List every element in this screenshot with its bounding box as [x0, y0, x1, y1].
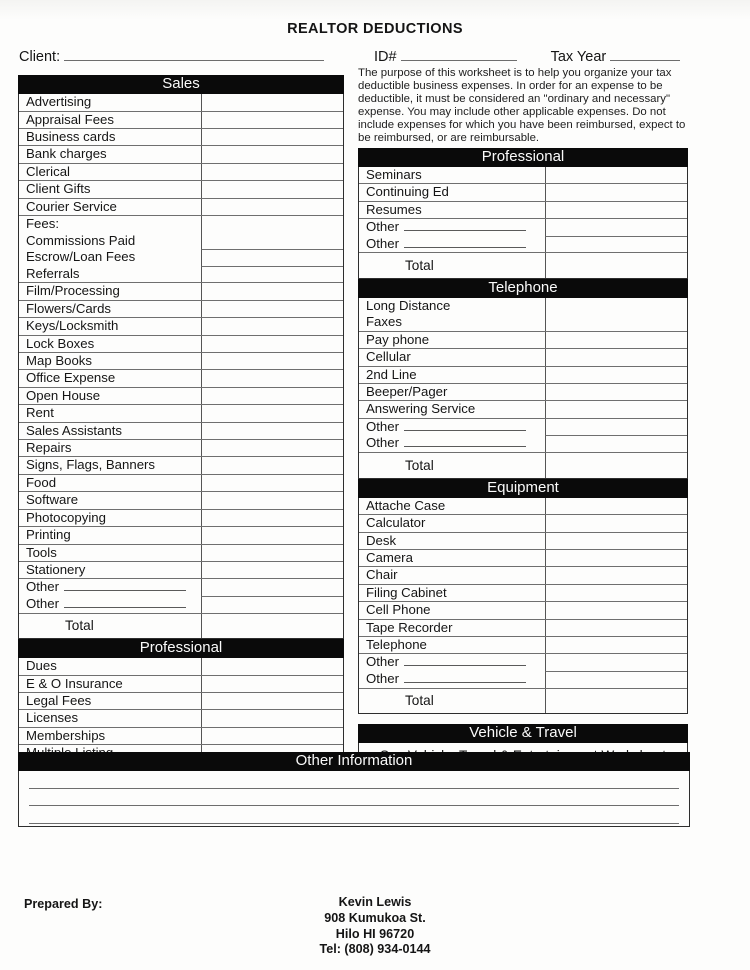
amount-cell [201, 440, 343, 456]
expense-label: Keys/Locksmith [26, 318, 119, 334]
expense-label: Desk [366, 532, 397, 548]
expense-row [19, 491, 343, 508]
amount-cell [545, 202, 687, 218]
expense-row [359, 532, 687, 549]
amount-cell [201, 405, 343, 421]
amount-cell-stack [201, 579, 343, 612]
preparer-street: 908 Kumukoa St. [324, 910, 426, 925]
expense-label: Answering Service [366, 401, 476, 417]
amount-cell [201, 562, 343, 578]
section-table-sales [18, 94, 344, 639]
amount-cell [545, 533, 687, 549]
preparer-name: Kevin Lewis [338, 895, 412, 909]
expense-label: Calculator [366, 515, 426, 531]
expense-row [19, 526, 343, 543]
amount-cell [545, 236, 687, 253]
expense-label-group [359, 298, 545, 331]
amount-cell [201, 249, 343, 266]
amount-cell [201, 693, 343, 709]
expense-label: Telephone [366, 637, 427, 652]
expense-row [19, 422, 343, 439]
expense-label: Chair [366, 567, 398, 583]
expense-label: Continuing Ed [366, 184, 449, 200]
other-write-in: Other [366, 236, 545, 253]
other-write-in: Other [26, 579, 201, 596]
write-in-blank [404, 219, 526, 231]
amount-cell [201, 181, 343, 197]
amount-cell [201, 129, 343, 145]
expense-label: Attache Case [366, 497, 446, 513]
expense-row [19, 578, 343, 612]
amount-cell [201, 545, 343, 561]
expense-row [359, 452, 687, 478]
page-title: REALTOR DEDUCTIONS [287, 21, 463, 37]
total-label: Total [65, 618, 94, 634]
amount-cell-stack [545, 654, 687, 687]
expense-row [19, 352, 343, 369]
amount-cell [545, 298, 687, 331]
expense-label: Camera [366, 549, 413, 565]
amount-cell [201, 475, 343, 491]
section-header-professional_left: Professional [18, 639, 344, 658]
section-header-telephone: Telephone [358, 279, 688, 298]
amount-cell [201, 336, 343, 352]
expense-row [359, 167, 687, 184]
expense-label: Map Books [26, 353, 92, 369]
expense-label: Filing Cabinet [366, 584, 447, 600]
amount-cell-stack [201, 216, 343, 282]
expense-row [19, 335, 343, 352]
client-label: Client: [19, 49, 61, 65]
other-write-in: Other [366, 654, 545, 671]
right-column [358, 67, 688, 770]
amount-cell [545, 550, 687, 566]
client-row [19, 48, 324, 65]
expense-label: Legal Fees [26, 693, 92, 708]
expense-label: Client Gifts [26, 181, 91, 197]
prepared-by-label: Prepared By: [24, 897, 103, 911]
amount-cell [545, 602, 687, 618]
telephone-section [358, 279, 688, 479]
amount-cell [201, 527, 343, 543]
expense-label: Memberships [26, 727, 106, 743]
expense-label: Courier Service [26, 198, 117, 214]
expense-row [19, 215, 343, 282]
client-write-in-line [64, 48, 324, 61]
expense-label: Fees: [26, 216, 59, 232]
amount-cell [201, 353, 343, 369]
expense-label: Lock Boxes [26, 335, 95, 351]
expense-label-group [359, 219, 545, 252]
expense-row [359, 584, 687, 601]
amount-cell [545, 349, 687, 365]
section-table-telephone [358, 298, 688, 479]
write-in-blank [64, 596, 186, 608]
total-amount-cell [545, 253, 687, 278]
expense-label: Sales Assistants [26, 422, 123, 438]
expense-label: Photocopying [26, 509, 106, 525]
amount-cell [201, 658, 343, 675]
expense-label: Film/Processing [26, 283, 120, 299]
expense-label: Cellular [366, 349, 411, 365]
total-label: Total [405, 693, 434, 709]
expense-row [19, 404, 343, 421]
write-in-blank [64, 579, 186, 591]
amount-cell [201, 457, 343, 473]
preparer-address-block [0, 895, 750, 958]
preparer-phone: Tel: (808) 934-0144 [319, 942, 431, 957]
expense-row [359, 298, 687, 331]
expense-row [19, 128, 343, 145]
write-in-blank [404, 671, 526, 683]
expense-row [359, 331, 687, 348]
expense-row [19, 658, 343, 675]
amount-cell [545, 654, 687, 671]
expense-row [359, 566, 687, 583]
expense-label: Dues [26, 658, 57, 673]
total-amount-cell [545, 453, 687, 478]
amount-cell [201, 596, 343, 613]
write-in-blank [404, 435, 526, 447]
expense-row [359, 418, 687, 452]
amount-cell [545, 620, 687, 636]
amount-cell [201, 510, 343, 526]
amount-cell [201, 283, 343, 299]
equipment-section [358, 479, 688, 715]
id-tax-row [374, 48, 680, 65]
expense-row [359, 252, 687, 278]
left-column [18, 75, 344, 780]
expense-label-group [19, 216, 201, 282]
amount-cell [201, 728, 343, 744]
expense-row [359, 218, 687, 252]
expense-row [359, 636, 687, 653]
amount-cell [201, 94, 343, 111]
expense-row [19, 282, 343, 299]
expense-label: Bank charges [26, 146, 107, 162]
amount-cell [545, 671, 687, 688]
expense-row [359, 549, 687, 566]
expense-row [19, 163, 343, 180]
expense-row [359, 688, 687, 714]
expense-row [19, 474, 343, 491]
expense-row [359, 400, 687, 417]
section-header-professional_right: Professional [358, 148, 688, 167]
other-write-in: Other [366, 219, 545, 236]
amount-cell-stack [545, 419, 687, 452]
other-write-in: Other [366, 671, 545, 688]
write-in-line [29, 771, 679, 789]
amount-cell [201, 112, 343, 128]
amount-cell [545, 585, 687, 601]
section-header-other_information: Other Information [18, 752, 690, 771]
expense-label-group [359, 654, 545, 687]
amount-cell [201, 492, 343, 508]
amount-cell [545, 367, 687, 383]
expense-row [19, 727, 343, 744]
section-header-vehicle: Vehicle & Travel [358, 724, 688, 743]
write-in-blank [404, 419, 526, 431]
expense-label: Long Distance [366, 297, 451, 313]
expense-label: Rent [26, 405, 54, 421]
expense-row [19, 387, 343, 404]
amount-cell [545, 384, 687, 400]
tax-year-label: Tax Year [550, 49, 607, 65]
amount-cell [201, 423, 343, 439]
expense-label: Printing [26, 527, 71, 543]
expense-label: Beeper/Pager [366, 384, 448, 400]
expense-label: Faxes [366, 314, 402, 330]
expense-row [19, 111, 343, 128]
total-amount-cell [545, 689, 687, 714]
expense-row [19, 456, 343, 473]
expense-label: Open House [26, 387, 101, 403]
expense-label: Flowers/Cards [26, 300, 112, 316]
amount-cell [201, 164, 343, 180]
expense-label: Business cards [26, 129, 116, 144]
expense-row [359, 366, 687, 383]
expense-label: Repairs [26, 440, 72, 456]
expense-row [359, 514, 687, 531]
expense-row [19, 300, 343, 317]
expense-row [19, 544, 343, 561]
expense-label-group [19, 579, 201, 612]
total-label: Total [405, 257, 434, 273]
expense-label: Clerical [26, 163, 70, 179]
other-information-box [18, 771, 690, 827]
id-write-in-line [401, 48, 517, 61]
sales-section [18, 75, 344, 639]
write-in-line [29, 806, 679, 824]
amount-cell [545, 515, 687, 531]
expense-label: Cell Phone [366, 602, 431, 618]
amount-cell [545, 567, 687, 583]
expense-label: Resumes [366, 201, 422, 217]
amount-cell [201, 266, 343, 283]
amount-cell [545, 332, 687, 348]
expense-row [19, 198, 343, 215]
expense-label: Escrow/Loan Fees [26, 249, 136, 265]
other-write-in: Other [366, 419, 545, 436]
expense-label: Appraisal Fees [26, 111, 114, 127]
expense-row [359, 601, 687, 618]
amount-cell [545, 184, 687, 200]
preparer-city: Hilo HI 96720 [335, 926, 415, 941]
amount-cell [545, 435, 687, 452]
expense-label: Advertising [26, 94, 92, 109]
other-write-in: Other [366, 435, 545, 452]
expense-row [19, 692, 343, 709]
expense-row [359, 619, 687, 636]
expense-row [19, 145, 343, 162]
amount-cell-stack [545, 219, 687, 252]
expense-label: Tape Recorder [366, 619, 453, 635]
total-label: Total [405, 457, 434, 473]
expense-row [19, 369, 343, 386]
amount-cell [201, 579, 343, 596]
expense-label: Software [26, 492, 79, 508]
expense-row [359, 498, 687, 515]
id-label: ID# [374, 49, 397, 65]
expense-row [359, 383, 687, 400]
expense-label: Licenses [26, 710, 79, 726]
amount-cell [201, 388, 343, 404]
section-table-equipment [358, 498, 688, 715]
amount-cell [201, 676, 343, 692]
expense-row [19, 180, 343, 197]
expense-label: Referrals [26, 265, 80, 281]
expense-row [19, 439, 343, 456]
amount-cell [201, 318, 343, 334]
expense-row [19, 613, 343, 639]
amount-cell [201, 216, 343, 249]
write-in-line [29, 789, 679, 807]
expense-row [359, 183, 687, 200]
expense-label: Signs, Flags, Banners [26, 457, 156, 473]
amount-cell [201, 370, 343, 386]
section-table-professional_right [358, 167, 688, 279]
expense-label: Seminars [366, 166, 422, 182]
section-header-equipment: Equipment [358, 479, 688, 498]
expense-label: 2nd Line [366, 366, 417, 382]
intro-text: The purpose of this worksheet is to help you organize your tax deductible business expenses. In order for an expense to be deductible, it must be considered an "ordinary and necessary" expense. You may include other applicable expenses. Do not include expenses for which you have been reimbursed, expect to be reimbursed, or are reimbursable. [358, 67, 686, 145]
other-information-section [18, 752, 690, 827]
professional-right-section [358, 148, 688, 279]
expense-row [19, 561, 343, 578]
amount-cell [545, 637, 687, 653]
expense-row [19, 709, 343, 726]
expense-label-group [359, 419, 545, 452]
amount-cell-stack [545, 298, 687, 331]
expense-row [19, 317, 343, 334]
expense-row [19, 509, 343, 526]
expense-row [19, 94, 343, 111]
write-in-blank [404, 236, 526, 248]
total-amount-cell [201, 614, 343, 639]
amount-cell [545, 419, 687, 436]
expense-label: Food [26, 474, 57, 490]
write-in-blank [404, 654, 526, 666]
expense-row [359, 348, 687, 365]
expense-row [359, 653, 687, 687]
section-header-sales: Sales [18, 75, 344, 94]
expense-label: Pay phone [366, 331, 430, 347]
amount-cell [545, 401, 687, 417]
other-write-in: Other [26, 596, 201, 613]
amount-cell [201, 199, 343, 215]
expense-label: Office Expense [26, 370, 116, 386]
expense-label: Commissions Paid [26, 232, 136, 248]
expense-label: Tools [26, 544, 57, 560]
expense-label: E & O Insurance [26, 675, 123, 691]
expense-row [19, 675, 343, 692]
tax-year-write-in-line [610, 48, 680, 61]
amount-cell [545, 219, 687, 236]
amount-cell [545, 498, 687, 515]
expense-label: Stationery [26, 561, 86, 577]
amount-cell [201, 710, 343, 726]
amount-cell [201, 301, 343, 317]
expense-row [359, 201, 687, 218]
amount-cell [201, 146, 343, 162]
amount-cell [545, 167, 687, 184]
